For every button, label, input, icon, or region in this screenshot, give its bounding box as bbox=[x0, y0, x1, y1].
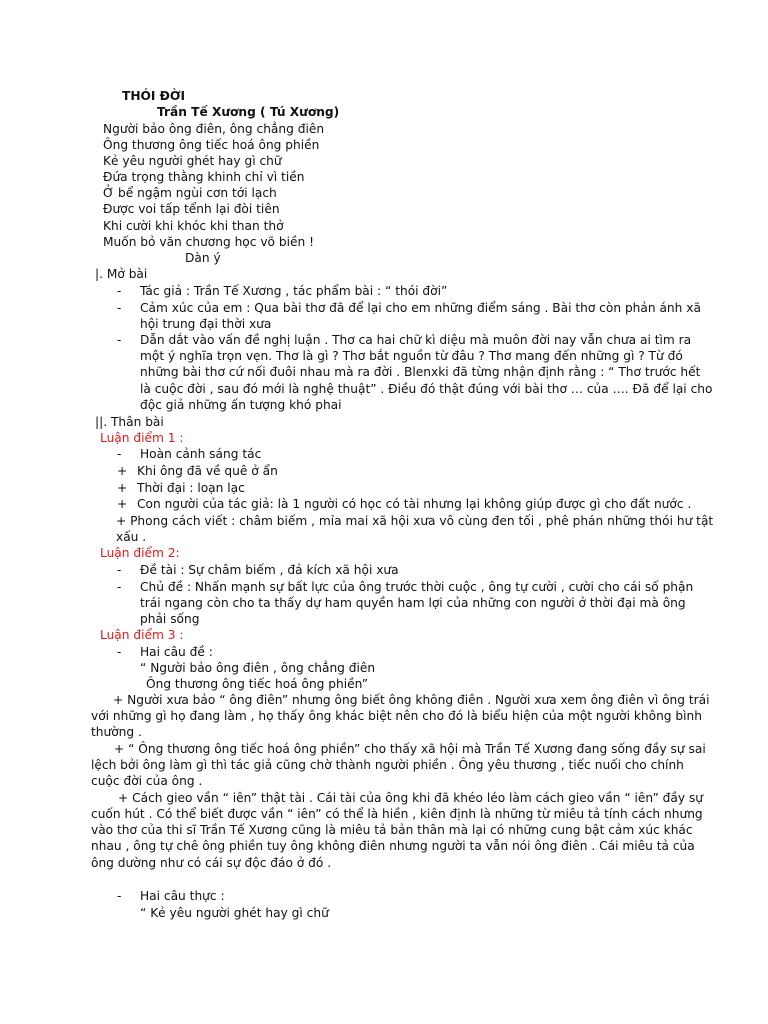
quote-line: “ Người bảo ông điên , ông chẳng điên bbox=[140, 661, 376, 675]
bullet-dash: - bbox=[117, 333, 122, 347]
intro-item-lead-cont: một ý nghĩa trọn vẹn. Thơ là gì ? Thơ bắt nguồn từ đâu ? Thơ mang đến những gì ? Từ đó bbox=[140, 349, 683, 363]
point-1-label: Luận điểm 1 : bbox=[100, 431, 184, 445]
intro-item-emotion-cont: hội trung đại thời xưa bbox=[140, 317, 272, 331]
intro-item-lead: Dẫn dắt vào vấn đề nghị luận . Thơ ca hai chữ kì diệu mà muôn đời nay vẫn chưa ai tìm ra bbox=[140, 333, 692, 347]
body-heading: ||. Thân bài bbox=[95, 415, 164, 429]
bullet-plus: + bbox=[117, 464, 128, 478]
poem-line: Đứa trọng thằng khinh chỉ vì tiền bbox=[103, 170, 305, 184]
poem-line: Ở bể ngậm ngùi cơn tới lạch bbox=[103, 186, 277, 200]
bullet-dash: - bbox=[117, 563, 122, 577]
document-title: THÓI ĐỜI bbox=[122, 89, 186, 103]
point-1-item: Hoàn cảnh sáng tác bbox=[140, 447, 262, 461]
outline-title: Dàn ý bbox=[185, 251, 221, 265]
paragraph-line: + Người xưa bảo “ ông điên” nhưng ông biết ông không điên . Người xưa xem ông điên vì ông trái bbox=[113, 693, 710, 707]
paragraph-line: cuộc đời của ông . bbox=[91, 774, 203, 788]
point-1-item-cont: xấu . bbox=[116, 530, 147, 544]
intro-heading: |. Mở bài bbox=[95, 267, 148, 281]
poem-line: Khi cười khi khóc khi than thở bbox=[103, 219, 284, 233]
paragraph-line: thường . bbox=[91, 725, 142, 739]
paragraph-line: cuốn hút . Có thể biết được vần “ iên” có thể là hiền , kiên định là những từ miêu tả tính cách nhưng bbox=[91, 807, 703, 821]
point-2-label: Luận điểm 2: bbox=[100, 546, 180, 560]
paragraph-line: nhau , ông tự chê ông phiền tuy ông không điên nhưng người ta vẫn nói ông điên . Cái miêu tả của bbox=[91, 839, 695, 853]
point-2-item-cont: trái ngang còn cho ta thấy dự ham quyền ham lợi của những con người ở thời đại mà ông bbox=[140, 596, 686, 610]
paragraph-line: + Cách gieo vần “ iên” thật tài . Cái tài của ông khi đã khéo léo làm cách gieo vần “ iên” đầy sự bbox=[118, 791, 704, 805]
paragraph-line: với những gì họ đang làm , họ thấy ông khác biệt nên cho đó là biểu hiện của một người không bình bbox=[91, 709, 702, 723]
intro-item-lead-cont: những bài thơ cứ nối đuôi nhau mà ra đời . Blenxki đã từng nhận định rằng : “ Thơ trước hết bbox=[140, 365, 701, 379]
poem-line: Kẻ yêu người ghét hay gì chữ bbox=[103, 154, 282, 168]
paragraph-line: + “ Ông thương ông tiếc hoá ông phiền” cho thấy xã hội mà Trần Tế Xương đang sống đầy sự sai bbox=[114, 742, 706, 756]
bullet-plus: + bbox=[117, 481, 128, 495]
point-2-item: Chủ đề : Nhấn mạnh sự bất lực của ông trước thời cuộc , ông tự cười , cười cho cái số phận bbox=[140, 580, 694, 594]
point-3-label: Luận điểm 3 : bbox=[100, 628, 184, 642]
intro-item-lead-cont: là cuộc đời , sau đó mới là nghệ thuật” . Điều đó thật đúng với bài thơ … của …. Đã để lại cho bbox=[140, 382, 713, 396]
paragraph-line: vào thơ của thi sĩ Trần Tế Xương cũng là miêu tả bản thân mà lại có những cung bật cảm xúc khác bbox=[91, 823, 693, 837]
point-1-item: + Phong cách viết : châm biếm , mỉa mai xã hội xưa vô cùng đen tối , phê phán những thói hư tật bbox=[116, 514, 714, 528]
bullet-dash: - bbox=[117, 284, 122, 298]
bullet-dash: - bbox=[117, 301, 122, 315]
quote-line: “ Kẻ yêu người ghét hay gì chữ bbox=[140, 906, 329, 920]
intro-item-emotion: Cảm xúc của em : Qua bài thơ đã để lại cho em những điểm sáng . Bài thơ còn phản ánh xã bbox=[140, 301, 701, 315]
poem-line: Ông thương ông tiếc hoá ông phiền bbox=[103, 138, 320, 152]
point-1-item: Khi ông đã về quê ở ẩn bbox=[137, 464, 278, 478]
bullet-dash: - bbox=[117, 447, 122, 461]
point-2-item-cont: phải sống bbox=[140, 612, 200, 626]
point-3-item: Hai câu đề : bbox=[140, 645, 213, 659]
quote-line: Ông thương ông tiếc hoá ông phiền” bbox=[146, 677, 369, 691]
point-2-item: Đề tài : Sự châm biếm , đả kích xã hội xưa bbox=[140, 563, 399, 577]
bullet-dash: - bbox=[117, 580, 122, 594]
bullet-plus: + bbox=[117, 497, 128, 511]
point-3-item: Hai câu thực : bbox=[140, 889, 225, 903]
paragraph-line: ông dường như có cái sự độc đáo ở đó . bbox=[91, 856, 332, 870]
poem-line: Người bảo ông điên, ông chẳng điên bbox=[103, 122, 325, 136]
bullet-dash: - bbox=[117, 889, 122, 903]
author-line: Trần Tế Xương ( Tú Xương) bbox=[157, 105, 340, 119]
point-1-item: Con người của tác giả: là 1 người có học có tài nhưng lại không giúp được gì cho đất nước . bbox=[137, 497, 692, 511]
intro-item-lead-cont: độc giả những ấn tượng khó phai bbox=[140, 398, 342, 412]
poem-line: Muốn bỏ văn chương học võ biền ! bbox=[103, 235, 314, 249]
paragraph-line: lệch bởi ông làm gì thì tác giả cũng chờ thành người phiền . Ông yêu thương , tiếc nuối cho chính bbox=[91, 758, 684, 772]
point-1-item: Thời đại : loạn lạc bbox=[137, 481, 245, 495]
poem-line: Được voi tấp tểnh lại đòi tiên bbox=[103, 202, 280, 216]
bullet-dash: - bbox=[117, 645, 122, 659]
intro-item-author: Tác giả : Trần Tế Xương , tác phẩm bài : “ thói đời” bbox=[140, 284, 448, 298]
